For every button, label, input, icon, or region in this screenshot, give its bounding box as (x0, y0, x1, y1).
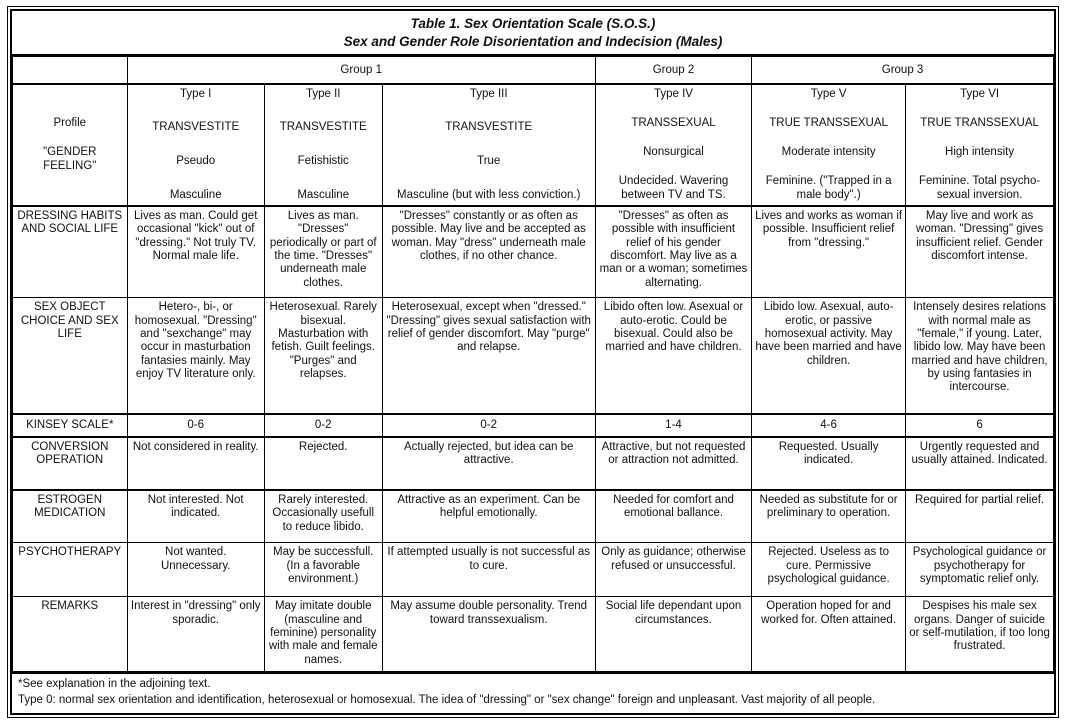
inner-border (10, 9, 1056, 715)
dressing-cell: "Dresses" as often as possible with insufficient relief of his gender discomfort. May live as a man or a woman; sometimes alternating. (595, 206, 751, 298)
type-gender-feeling: Feminine. ("Trapped in a male body".) (765, 175, 892, 201)
remarks-cell: May imitate double (masculine and feminine) personality with male and female names. (264, 597, 382, 672)
gender-feeling-label: "GENDER FEELING" (43, 146, 97, 172)
type-label: Type I (180, 87, 212, 100)
footnote-asterisk: *See explanation in the adjoining text. (18, 678, 211, 691)
remarks-cell: May assume double personality. Trend toward transsexualism. (382, 597, 595, 672)
sos-table (12, 56, 1054, 672)
dressing-cell: Lives as man. "Dresses" periodically or part of the time. "Dresses" underneath male clothes. (264, 206, 382, 298)
sex-object-cell: Libido low. Asexual, auto-erotic, or passive homosexual activity. May have been married and have children. (752, 298, 906, 414)
footnote-type-0: Type 0: normal sex orientation and identification, heterosexual or homosexual. The idea of "dressing" or "sex change" foreign and unpleasant. Vast majority of all people. (18, 693, 876, 706)
remarks-cell: Despises his male sex organs. Danger of suicide or self-mutilation, if too long frustrated. (906, 597, 1054, 672)
type-subtype: Pseudo (176, 155, 216, 168)
dressing-cell: May live and work as woman. "Dressing" gives insufficient relief. Gender discomfort intense. (906, 206, 1054, 298)
estrogen-medication-row (13, 490, 1054, 543)
conversion-cell: Requested. Usually indicated. (752, 437, 906, 490)
psychotherapy-row (13, 543, 1054, 597)
profile-cell-type-v (752, 84, 906, 206)
row-label-remarks: REMARKS (13, 597, 128, 672)
kinsey-cell: 0-2 (382, 414, 595, 437)
conversion-cell: Attractive, but not requested or attraction not admitted. (595, 437, 751, 490)
type-category: TRANSVESTITE (279, 121, 367, 134)
row-label-profile (13, 84, 128, 206)
estrogen-cell: Needed as substitute for or preliminary to operation. (752, 490, 906, 543)
row-label-conversion-operation: CONVERSION OPERATION (13, 437, 128, 490)
psychotherapy-cell: Psychological guidance or psychotherapy for symptomatic relief only. (906, 543, 1054, 597)
estrogen-cell: Attractive as an experiment. Can be helpful emotionally. (382, 490, 595, 543)
dressing-cell: Lives as man. Could get occasional "kick" out of "dressing." Not truly TV. Normal male life. (127, 206, 264, 298)
profile-cell-type-vi (906, 84, 1054, 206)
type-category: TRANSVESTITE (445, 121, 533, 134)
type-gender-feeling: Masculine (297, 188, 350, 201)
type-category: TRUE TRANSSEXUAL (920, 117, 1039, 130)
table-subtitle: Sex and Gender Role Disorientation and Indecision (Males) (343, 34, 723, 50)
dressing-cell: "Dresses" constantly or as often as possible. May live and be accepted as woman. May "dress" underneath male clothes, if no other chance. (382, 206, 595, 298)
conversion-cell: Urgently requested and usually attained. Indicated. (906, 437, 1054, 490)
group-1-header: Group 1 (127, 57, 595, 84)
type-subtype: High intensity (945, 146, 1015, 159)
conversion-cell: Actually rejected, but idea can be attractive. (382, 437, 595, 490)
corner-cell (13, 57, 128, 84)
profile-row (13, 84, 1054, 206)
psychotherapy-cell: If attempted usually is not successful as to cure. (382, 543, 595, 597)
type-label: Type III (469, 87, 508, 100)
conversion-operation-row (13, 437, 1054, 490)
outer-border (7, 6, 1059, 718)
table-title: Table 1. Sex Orientation Scale (S.O.S.) (410, 16, 656, 31)
row-label-sex-object: SEX OBJECT CHOICE AND SEX LIFE (13, 298, 128, 414)
type-subtype: Moderate intensity (781, 146, 876, 159)
type-category: TRANSVESTITE (152, 121, 240, 134)
table-title-block (12, 11, 1054, 56)
type-gender-feeling: Feminine. Total psycho-sexual inversion. (918, 175, 1041, 201)
spacer (16, 189, 124, 202)
sex-object-cell: Heterosexual. Rarely bisexual. Masturbation with fetish. Guilt feelings. "Purges" and relapses. (264, 298, 382, 414)
profile-cell-type-iv (595, 84, 751, 206)
type-subtype: Nonsurgical (643, 146, 704, 159)
kinsey-cell: 0-2 (264, 414, 382, 437)
profile-cell-type-iii (382, 84, 595, 206)
remarks-row (13, 597, 1054, 672)
estrogen-cell: Needed for comfort and emotional ballance. (595, 490, 751, 543)
type-label: Type II (305, 87, 341, 100)
estrogen-cell: Rarely interested. Occasionally usefull to reduce libido. (264, 490, 382, 543)
row-label-kinsey-scale: KINSEY SCALE* (13, 414, 128, 437)
profile-cell-type-i (127, 84, 264, 206)
kinsey-cell: 6 (906, 414, 1054, 437)
type-label: Type IV (653, 87, 693, 100)
type-gender-feeling: Undecided. Wavering between TV and TS. (618, 175, 729, 201)
sex-object-cell: Libido often low. Asexual or auto-erotic. Could be bisexual. Could also be married and have children. (595, 298, 751, 414)
group-3-header: Group 3 (752, 57, 1054, 84)
kinsey-scale-row (13, 414, 1054, 437)
type-category: TRUE TRANSSEXUAL (769, 117, 888, 130)
remarks-cell: Operation hoped for and worked for. Often attained. (752, 597, 906, 672)
remarks-cell: Interest in "dressing" only sporadic. (127, 597, 264, 672)
kinsey-cell: 1-4 (595, 414, 751, 437)
row-label-estrogen-medication: ESTROGEN MEDICATION (13, 490, 128, 543)
type-label: Type V (810, 87, 847, 100)
type-subtype: True (477, 155, 501, 168)
row-label-psychotherapy: PSYCHOTHERAPY (13, 543, 128, 597)
footnotes-block (12, 672, 1054, 713)
type-gender-feeling: Masculine (but with less conviction.) (397, 188, 581, 201)
kinsey-cell: 4-6 (752, 414, 906, 437)
sex-object-cell: Heterosexual, except when "dressed." "Dressing" gives sexual satisfaction with relief of gender discomfort. May "purge" and relapse. (382, 298, 595, 414)
spacer (16, 88, 124, 101)
conversion-cell: Rejected. (264, 437, 382, 490)
profile-cell-type-ii (264, 84, 382, 206)
sex-object-row (13, 298, 1054, 414)
conversion-cell: Not considered in reality. (127, 437, 264, 490)
estrogen-cell: Required for partial relief. (906, 490, 1054, 543)
dressing-cell: Lives and works as woman if possible. Insufficient relief from "dressing." (752, 206, 906, 298)
type-label: Type VI (960, 87, 1000, 100)
row-label-dressing-habits: DRESSING HABITS AND SOCIAL LIFE (13, 206, 128, 298)
dressing-habits-row (13, 206, 1054, 298)
group-header-row (13, 57, 1054, 84)
type-category: TRANSSEXUAL (631, 117, 716, 130)
type-gender-feeling: Masculine (169, 188, 222, 201)
remarks-cell: Social life dependant upon circumstances. (595, 597, 751, 672)
estrogen-cell: Not interested. Not indicated. (127, 490, 264, 543)
psychotherapy-cell: Not wanted. Unnecessary. (127, 543, 264, 597)
psychotherapy-cell: Rejected. Useless as to cure. Permissive psychological guidance. (752, 543, 906, 597)
psychotherapy-cell: May be successfull. (In a favorable environment.) (264, 543, 382, 597)
profile-label: Profile (53, 116, 87, 129)
sex-object-cell: Intensely desires relations with normal male as "female," if young. Later, libido low. May have been married and have children, by using fantasies in intercourse. (906, 298, 1054, 414)
kinsey-cell: 0-6 (127, 414, 264, 437)
type-subtype: Fetishistic (297, 155, 349, 168)
group-2-header: Group 2 (595, 57, 751, 84)
psychotherapy-cell: Only as guidance; otherwise refused or unsuccessful. (595, 543, 751, 597)
sex-object-cell: Hetero-, bi-, or homosexual. "Dressing" and "sexchange" may occur in masturbation fantasies mainly. May enjoy TV literature only. (127, 298, 264, 414)
